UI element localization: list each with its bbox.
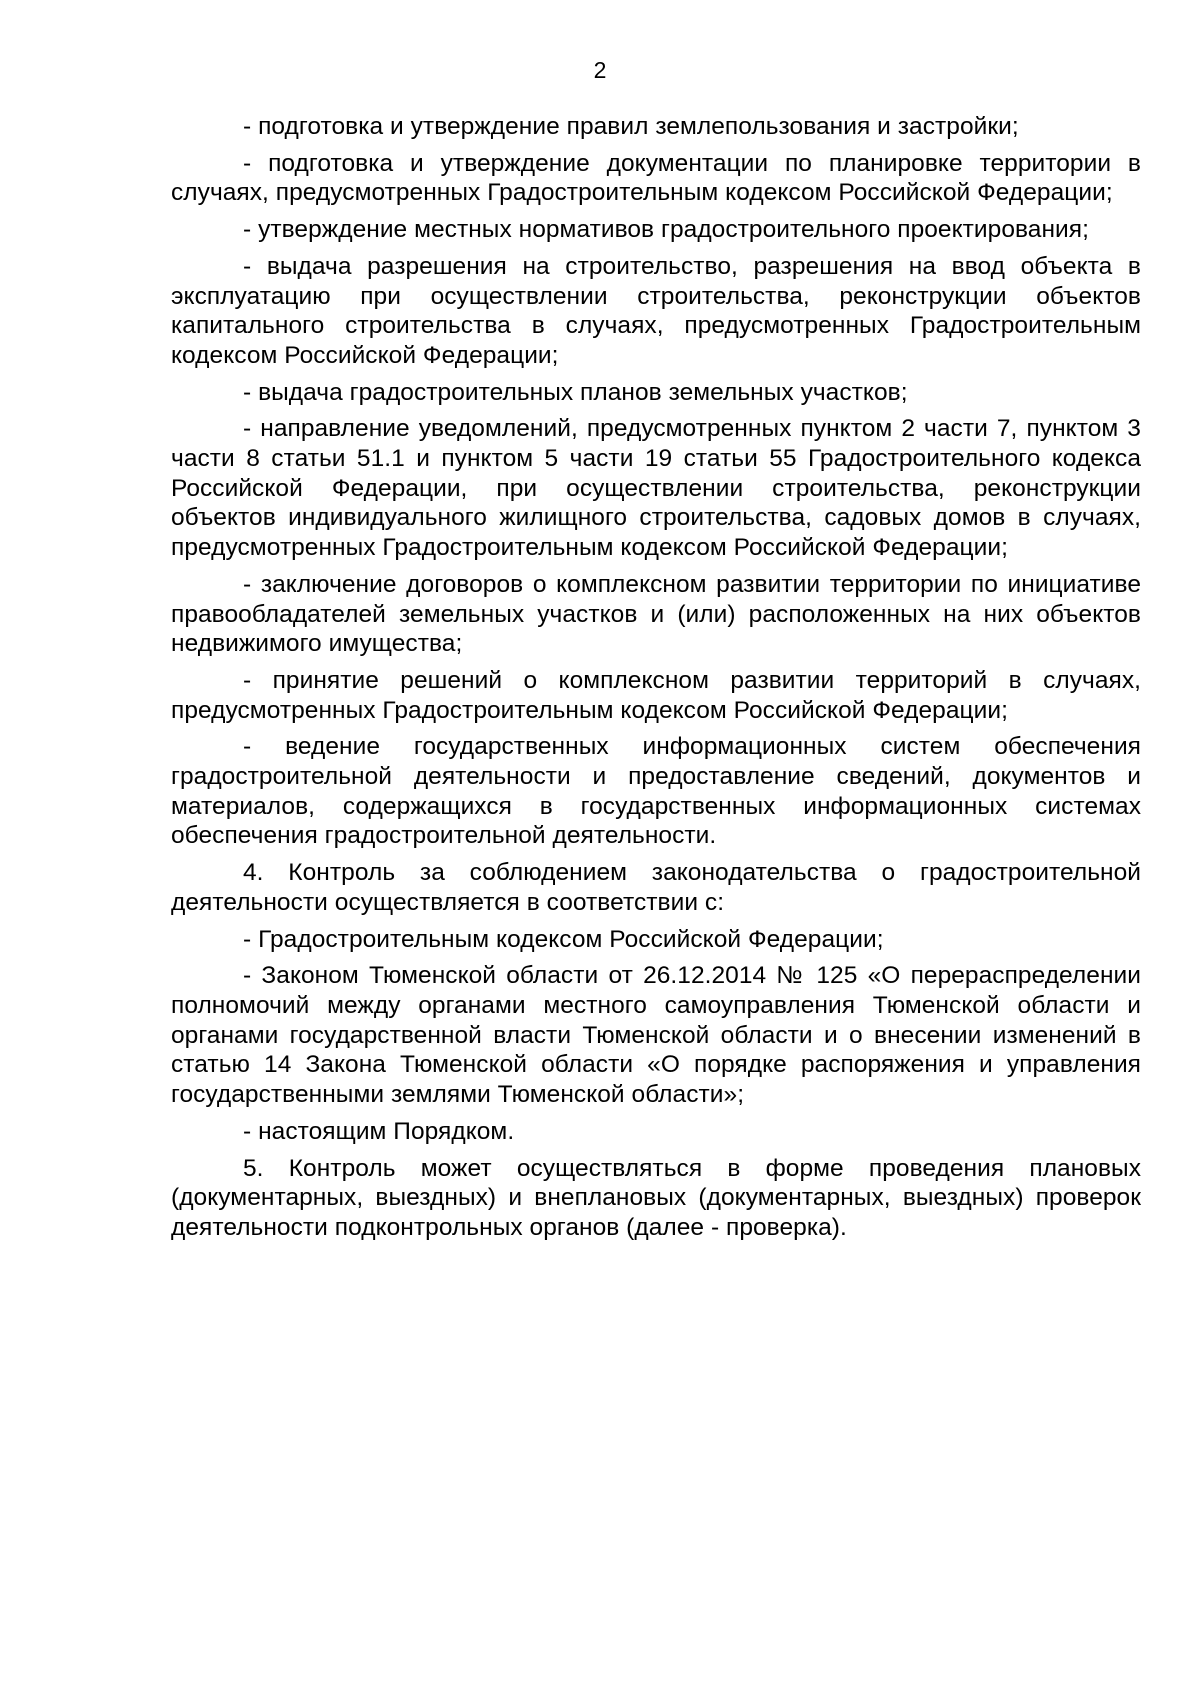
paragraph-planning-documentation: - подготовка и утверждение документации по планировке территории в случаях, предусмотренных Градостроительным кодексом Российской Федерации;: [171, 149, 1141, 207]
paragraph-land-use-rules: - подготовка и утверждение правил землепользования и застройки;: [243, 113, 1019, 140]
paragraph-urban-code: - Градостроительным кодексом Российской Федерации;: [243, 925, 884, 953]
paragraph-notifications: - направление уведомлений, предусмотренных пунктом 2 части 7, пунктом 3 части 8 статьи 51.1 и пунктом 5 части 19 статьи 55 Градостроительного кодекса Российской Федерации, при осуществлении строительства, реконструкции объектов индивидуального жилищного строительства, садовых домов в случаях, предусмотренных Градостроительным кодексом Российской Федерации;: [171, 415, 1141, 562]
paragraph-local-standards: - утверждение местных нормативов градостроительного проектирования;: [243, 216, 1089, 244]
document-body: [171, 112, 1141, 1250]
paragraph-construction-permits: - выдача разрешения на строительство, разрешения на ввод объекта в эксплуатацию при осуществлении строительства, реконструкции объектов капитального строительства в случаях, предусмотренных Градостроительным кодексом Российской Федерации;: [171, 252, 1141, 369]
paragraph-this-procedure: - настоящим Порядком.: [243, 1117, 515, 1145]
paragraph-land-plot-plans: - выдача градостроительных планов земельных участков;: [243, 378, 908, 406]
paragraph-section-4: 4. Контроль за соблюдением законодательства о градостроительной деятельности осуществляется в соответствии с:: [171, 859, 1141, 916]
paragraph-development-decisions: - принятие решений о комплексном развитии территорий в случаях, предусмотренных Градостроительным кодексом Российской Федерации;: [171, 666, 1141, 724]
paragraph-development-agreements: - заключение договоров о комплексном развитии территории по инициативе правообладателей земельных участков и (или) расположенных на них объектов недвижимого имущества;: [171, 570, 1141, 658]
paragraph-information-systems: - ведение государственных информационных систем обеспечения градостроительной деятельности и предоставление сведений, документов и материалов, содержащихся в государственных информационных системах обеспечения градостроительной деятельности.: [171, 733, 1141, 850]
paragraph-tyumen-law: - Законом Тюменской области от 26.12.2014 № 125 «О перераспределении полномочий между органами местного самоуправления Тюменской области и органами государственной власти Тюменской области и о внесении изменений в статью 14 Закона Тюменской области «О порядке распоряжения и управления государственными землями Тюменской области»;: [171, 962, 1141, 1109]
paragraph-section-5: 5. Контроль может осуществляться в форме проведения плановых (документарных, выездных) и внеплановых (документарных, выездных) проверок деятельности подконтрольных органов (далее - проверка).: [171, 1154, 1141, 1241]
page-number: 2: [593, 57, 607, 83]
